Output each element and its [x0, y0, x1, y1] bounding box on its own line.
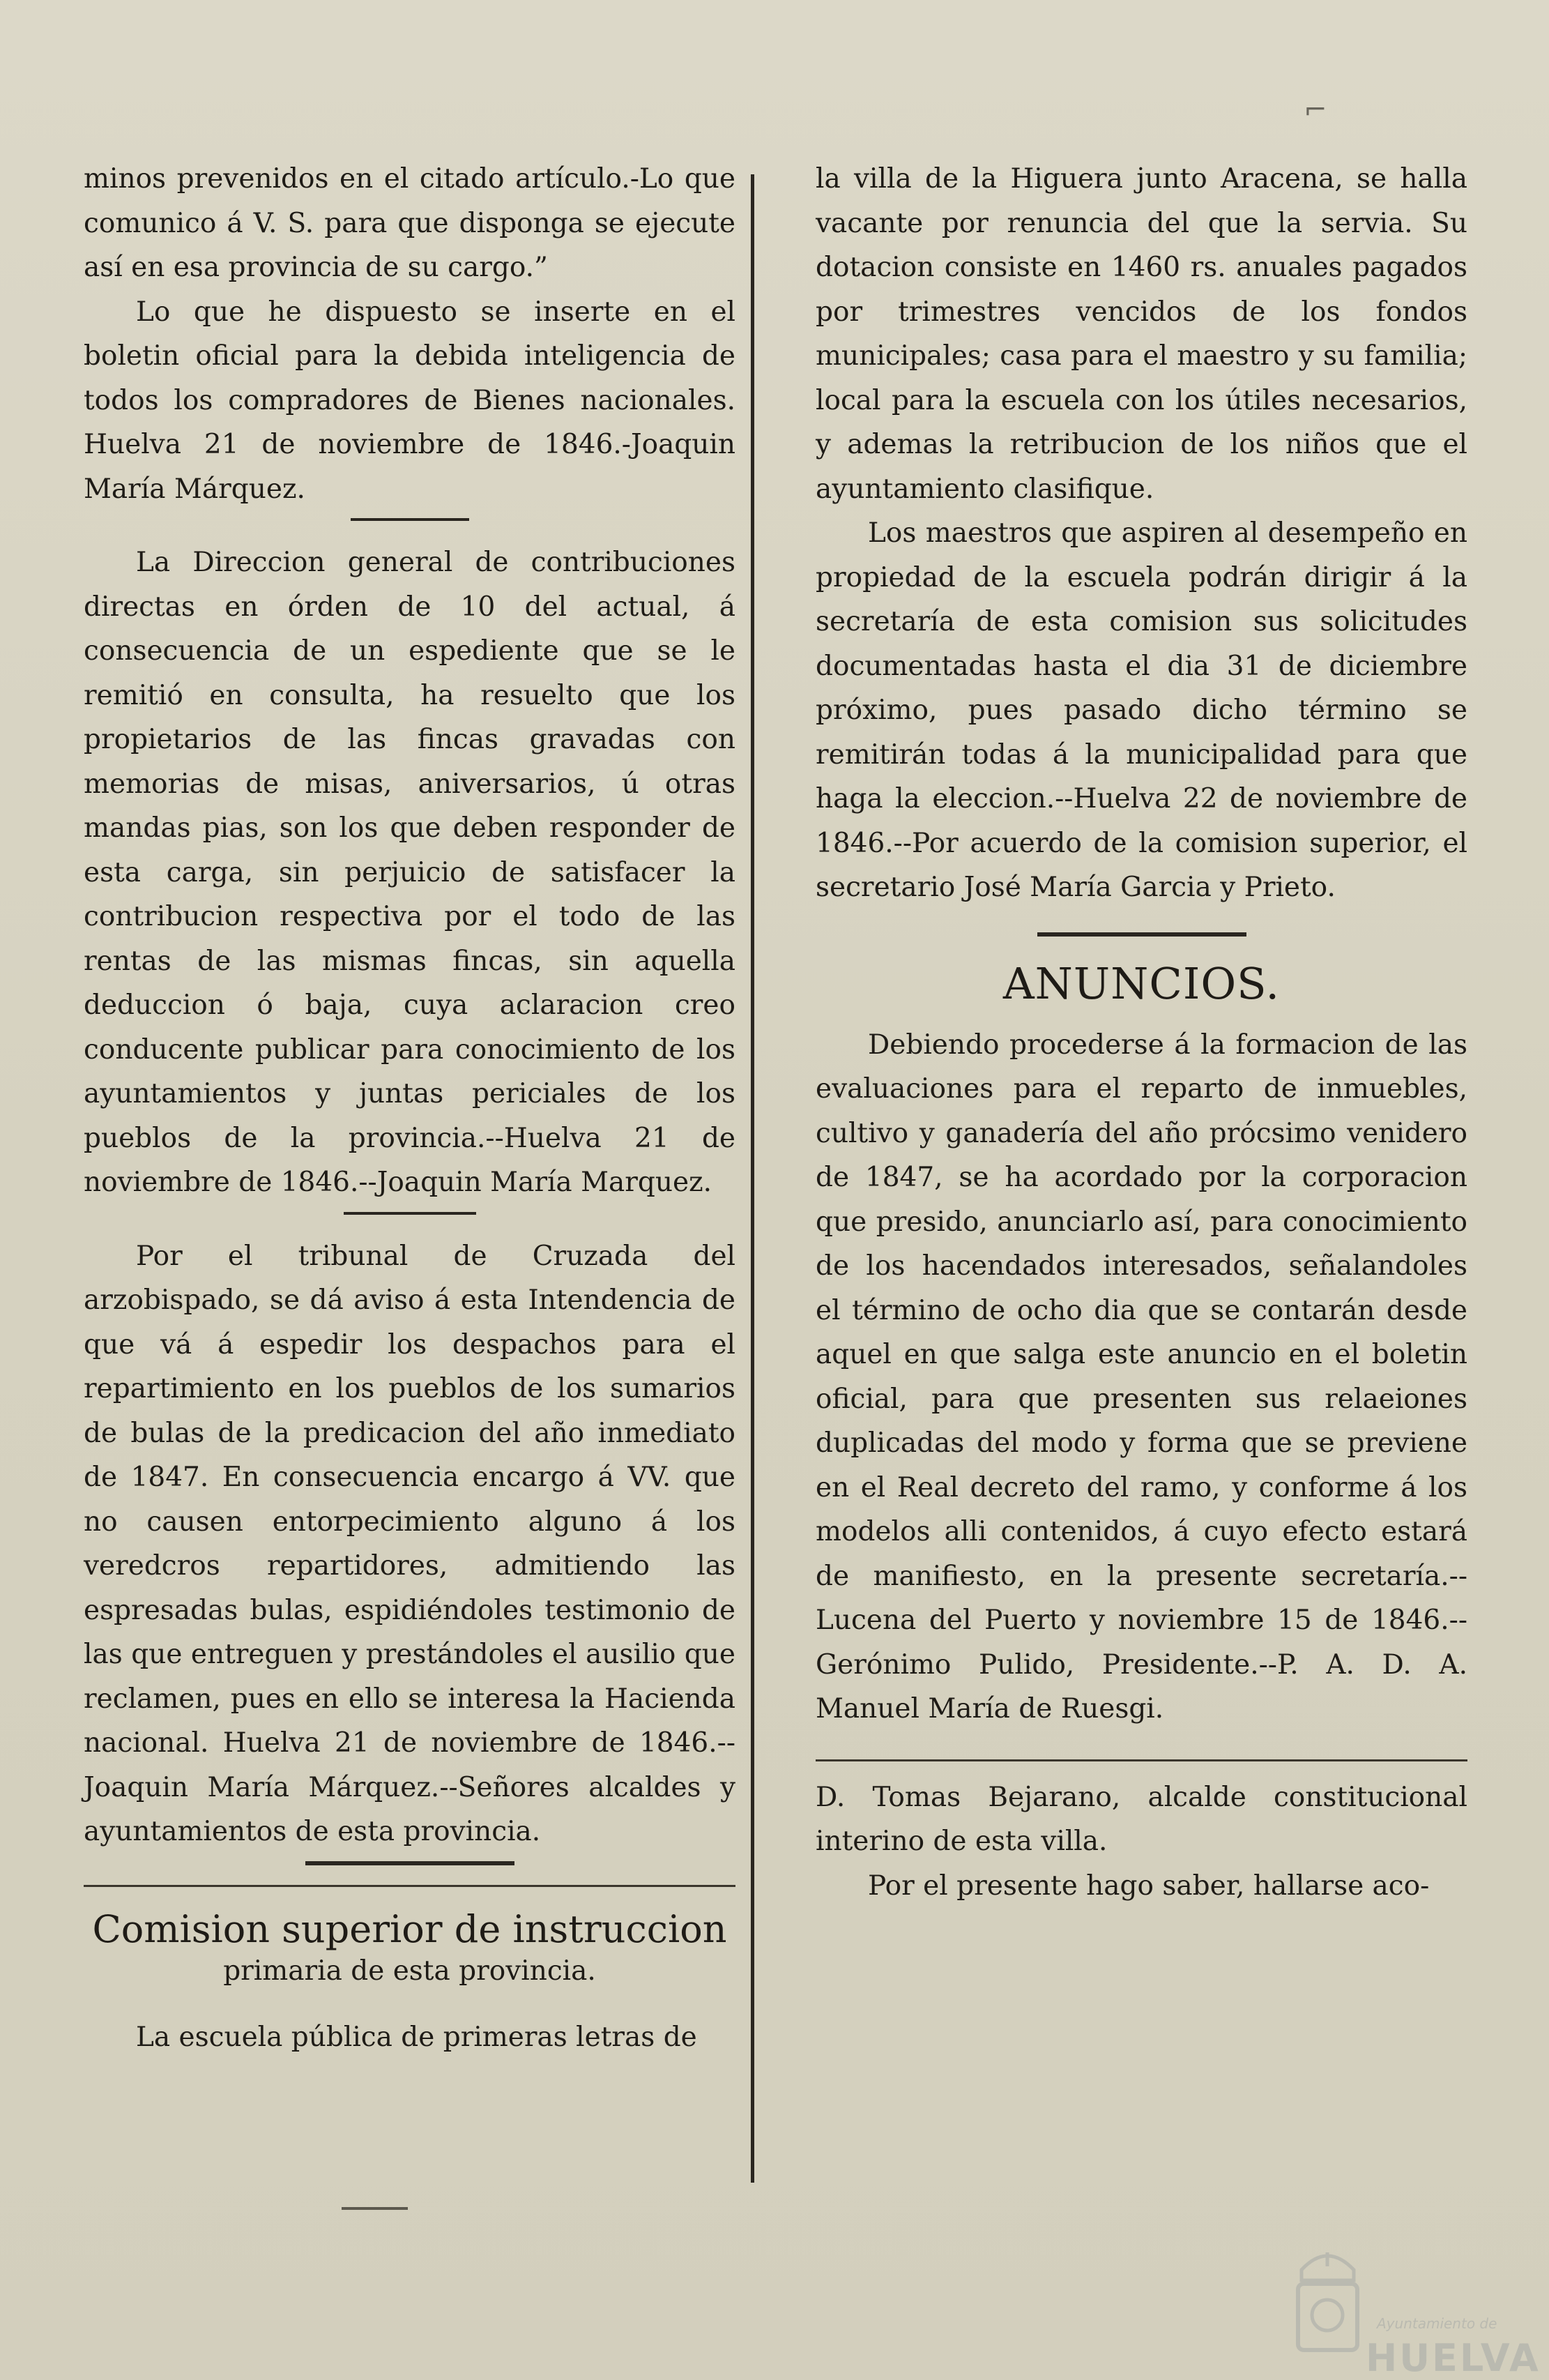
- bottom-dash: [342, 2207, 408, 2210]
- right-paragraph-2: Los maestros que aspiren al desempeño en propiedad de la escuela podrán dirigir á la secretaría de esta comision sus solicitudes documentadas hasta el dia 31 de diciembre próximo, pues pasado dicho término se remitirán todas á la municipalidad para que haga la eleccion.--Huelva 22 de noviembre de 1846.--Por acuerdo de la comision superior, el secretario José María Garcia y Prieto.: [816, 517, 1467, 903]
- section-title: Comision superior de instruccion: [84, 1885, 735, 1951]
- left-paragraph-4: Por el tribunal de Cruzada del arzobispado, se dá aviso á esta Intendencia de que vá á espedir los despachos para el repartimiento en los pueblos de los sumarios de bulas de la predicacion del año inmediato de 1847. En consecuencia encargo á VV. que no causen entorpecimiento alguno á los veredcros repartidores, admitiendo las espresadas bulas, espidiéndoles testimonio de las que entreguen y prestándoles el ausilio que reclamen, pues en ello se interesa la Hacienda nacional. Huelva 21 de noviembre de 1846.--Joaquin María Márquez.--Señores alcaldes y ayuntamientos de esta provincia.: [84, 1240, 735, 1847]
- watermark-brand: HUELVA: [1366, 2336, 1541, 2380]
- section-subtitle: primaria de esta provincia.: [223, 1955, 596, 1987]
- watermark-top-text: Ayuntamiento de: [1377, 2315, 1497, 2332]
- corner-mark: ⌐: [1304, 94, 1327, 126]
- right-paragraph-1: la villa de la Higuera junto Aracena, se halla vacante por renuncia del que la servia. Su dotacion consiste en 1460 rs. anuales pagados por trimestres vencidos de los fondos municipales; casa para el maestro y su familia; local para la escuela con los útiles necesarios, y ademas la retribucion de los niños que el ayuntamiento clasifique.: [816, 163, 1467, 505]
- separator-rule: [1037, 932, 1246, 937]
- watermark-logo: [1288, 2228, 1541, 2380]
- left-paragraph-3: La Direccion general de contribuciones directas en órden de 10 del actual, á consecuencia de un espediente que se le remitió en consulta, ha resuelto que los propietarios de las fincas gravadas con memorias de misas, aniversarios, ú otras mandas pias, son los que deben responder de esta carga, sin perjuicio de satisfacer la contribucion respectiva por el todo de las rentas de las mismas fincas, sin aquella deduccion ó baja, cuya aclaracion creo conducente publicar para conocimiento de los ayuntamientos y juntas periciales de los pueblos de la provincia.--Huelva 21 de noviembre de 1846.--Joaquin María Marquez.: [84, 547, 735, 1198]
- right-paragraph-3: Debiendo procederse á la formacion de las evaluaciones para el reparto de inmuebles, cultivo y ganadería del año prócsimo venidero de 1847, se ha acordado por la corporacion que presido, anunciarlo así, para conocimiento de los hacendados interesados, señalandoles el término de ocho dia que se contarán desde aquel en que salga este anuncio en el boletin oficial, para que presenten sus relaeiones duplicadas del modo y forma que se previene en el Real decreto del ramo, y conforme á los modelos alli contenidos, á cuyo efecto estará de manifiesto, en la presente secretaría.--Lucena del Puerto y noviembre 15 de 1846.--Gerónimo Pulido, Presidente.--P. A. D. A. Manuel María de Ruesgi.: [816, 1029, 1467, 1725]
- left-paragraph-5: La escuela pública de primeras letras de: [136, 2021, 697, 2053]
- anuncios-heading: ANUNCIOS.: [1002, 957, 1281, 1009]
- separator-rule: [344, 1212, 476, 1215]
- right-paragraph-4: D. Tomas Bejarano, alcalde constitucional interino de esta villa.: [816, 1781, 1467, 1857]
- left-paragraph-1: minos prevenidos en el citado artículo.-Lo que comunico á V. S. para que disponga se ejecute así en esa provincia de su cargo.”: [84, 163, 735, 283]
- crest-icon: [1288, 2242, 1368, 2364]
- separator-rule: [305, 1861, 514, 1865]
- left-column: [84, 157, 735, 2059]
- left-paragraph-2: Lo que he dispuesto se inserte en el boletin oficial para la debida inteligencia de todos los compradores de Bienes nacionales. Huelva 21 de noviembre de 1846.-Joaquin María Márquez.: [84, 296, 735, 505]
- separator-rule: [816, 1759, 1467, 1761]
- right-paragraph-5: Por el presente hago saber, hallarse aco-: [868, 1870, 1430, 1902]
- right-column: [816, 157, 1467, 1908]
- separator-rule: [351, 518, 469, 521]
- column-divider: [751, 174, 754, 2183]
